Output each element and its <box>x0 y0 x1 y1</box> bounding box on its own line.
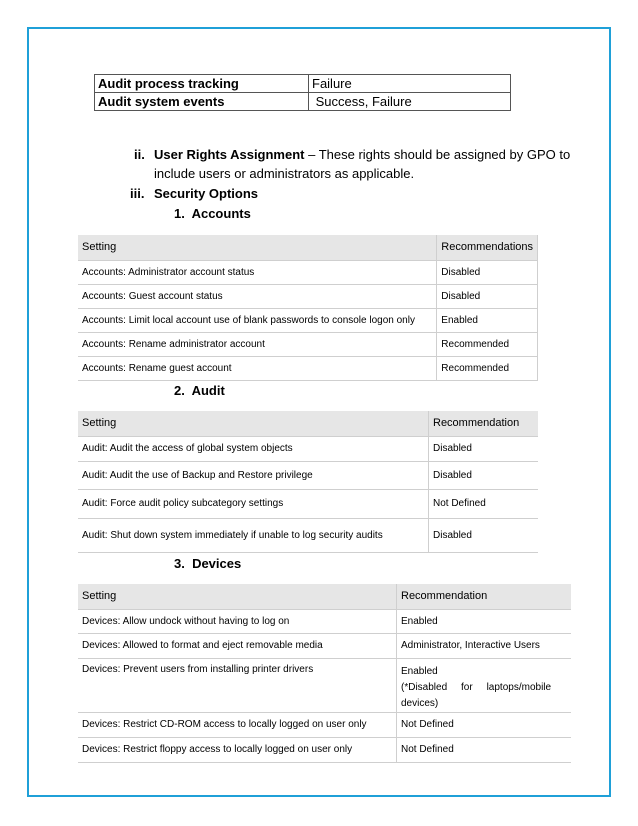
rec-cell: Administrator, Interactive Users <box>397 633 572 658</box>
rec-cell: Disabled <box>437 284 538 308</box>
rec-cell: Enabled <box>437 308 538 332</box>
section-iii-number: iii. <box>130 186 145 201</box>
rec-cell: Disabled <box>437 260 538 284</box>
table-header <box>78 411 538 436</box>
rec-cell: Not Defined <box>397 712 572 737</box>
setting-cell: Accounts: Rename administrator account <box>78 332 437 356</box>
table-row <box>78 260 538 284</box>
section-ii-title: User Rights Assignment <box>154 147 305 162</box>
accounts-heading: 1. Accounts <box>174 206 251 221</box>
section-ii-text: – These rights should be assigned by GPO to <box>304 147 571 162</box>
col-setting: Setting <box>78 235 437 260</box>
table-header <box>78 235 538 260</box>
table-row <box>78 308 538 332</box>
rec-cell: Disabled <box>429 461 539 489</box>
setting-cell: Devices: Prevent users from installing printer drivers <box>78 658 397 712</box>
policy-value: Success, Failure <box>309 93 511 111</box>
rec-line: (*Disabled for laptops/mobile <box>401 681 552 693</box>
setting-cell: Devices: Restrict floppy access to locally logged on user only <box>78 737 397 762</box>
col-setting: Setting <box>78 584 397 609</box>
devices-table <box>78 584 571 763</box>
policy-setting: Audit system events <box>95 93 309 111</box>
setting-cell: Devices: Restrict CD-ROM access to locally logged on user only <box>78 712 397 737</box>
table-row <box>95 75 511 93</box>
table-row <box>95 93 511 111</box>
setting-cell: Audit: Audit the use of Backup and Restore privilege <box>78 461 429 489</box>
setting-cell: Audit: Force audit policy subcategory settings <box>78 489 429 518</box>
col-recommendation: Recommendation <box>429 411 539 436</box>
table-row <box>78 658 571 712</box>
rec-cell: Not Defined <box>429 489 539 518</box>
table-row <box>78 633 571 658</box>
setting-cell: Audit: Audit the access of global system objects <box>78 436 429 461</box>
section-ii-number: ii. <box>134 147 145 162</box>
rec-line: Enabled <box>401 665 438 677</box>
table-row <box>78 461 538 489</box>
table-row <box>78 609 571 633</box>
rec-cell: Not Defined <box>397 737 572 762</box>
col-setting: Setting <box>78 411 429 436</box>
table-header <box>78 584 571 609</box>
rec-cell: Enabled <box>397 609 572 633</box>
audit-heading: 2. Audit <box>174 383 225 398</box>
setting-cell: Accounts: Administrator account status <box>78 260 437 284</box>
rec-cell: Disabled <box>429 436 539 461</box>
setting-cell: Devices: Allow undock without having to log on <box>78 609 397 633</box>
setting-cell: Audit: Shut down system immediately if unable to log security audits <box>78 518 429 552</box>
accounts-table <box>78 235 538 381</box>
table-row <box>78 737 571 762</box>
setting-cell: Accounts: Limit local account use of blank passwords to console logon only <box>78 308 437 332</box>
rec-line: devices) <box>401 697 439 709</box>
setting-cell: Accounts: Rename guest account <box>78 356 437 380</box>
rec-cell: Recommended <box>437 356 538 380</box>
policy-value: Failure <box>309 75 511 93</box>
rec-cell <box>397 658 572 712</box>
rec-cell: Recommended <box>437 332 538 356</box>
policy-setting: Audit process tracking <box>95 75 309 93</box>
table-row <box>78 489 538 518</box>
setting-cell: Devices: Allowed to format and eject removable media <box>78 633 397 658</box>
table-row <box>78 712 571 737</box>
table-row <box>78 332 538 356</box>
table-row <box>78 436 538 461</box>
audit-policy-table <box>94 74 511 111</box>
section-ii-line1 <box>154 146 570 164</box>
section-ii-line2: include users or administrators as applicable. <box>154 166 415 181</box>
col-recommendation: Recommendation <box>397 584 572 609</box>
setting-cell: Accounts: Guest account status <box>78 284 437 308</box>
section-iii-title: Security Options <box>154 186 259 201</box>
audit-table <box>78 411 538 553</box>
table-row <box>78 518 538 552</box>
rec-cell: Disabled <box>429 518 539 552</box>
table-row <box>78 356 538 380</box>
col-recommendation: Recommendations <box>437 235 538 260</box>
table-row <box>78 284 538 308</box>
devices-heading: 3. Devices <box>174 556 242 571</box>
